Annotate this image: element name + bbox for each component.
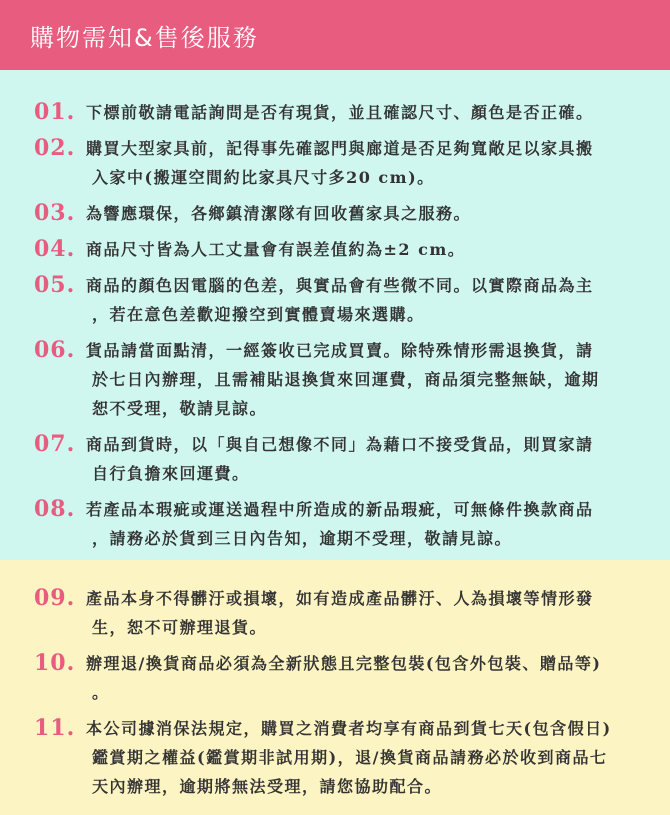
- notice-item: [34, 336, 644, 423]
- notice-text-line: 商品的顏色因電腦的色差，與實品會有些微不同。以實際商品為主: [86, 276, 594, 295]
- notice-text-line: 。: [92, 683, 110, 702]
- notice-text-line: 商品到貨時，以「與自己想像不同」為藉口不接受貨品，則買家請: [86, 435, 594, 454]
- notice-text-line: 貨品請當面點清，一經簽收已完成買賣。除特殊情形需退換貨，請: [86, 341, 594, 360]
- notice-text-line: 入家中(搬運空間約比家具尺寸多20 cm)。: [92, 168, 435, 187]
- notice-text-line: 產品本身不得髒汙或損壞，如有造成產品髒汙、人為損壞等情形發: [86, 589, 594, 608]
- notice-item: [34, 649, 644, 707]
- notice-number: 08.: [34, 496, 76, 522]
- notice-item: [34, 714, 644, 801]
- notice-text: [86, 584, 644, 642]
- notice-text: [86, 430, 644, 488]
- notice-text-line: 下標前敬請電話詢問是否有現貨，並且確認尺寸、顏色是否正確。: [86, 103, 594, 122]
- notice-text-line: ，若在意色差歡迎撥空到實體賣場來選購。: [92, 305, 425, 324]
- notice-text-line: 自行負擔來回運費。: [92, 464, 250, 483]
- notice-section-1: [0, 70, 670, 560]
- notice-item: [34, 430, 644, 488]
- notice-text-line: 於七日內辦理，且需補貼退換貨來回運費，商品須完整無缺，逾期: [92, 370, 600, 389]
- notice-number: 01.: [34, 99, 76, 125]
- notice-number: 11.: [34, 715, 76, 741]
- notice-text-line: 天內辦理，逾期將無法受理，請您協助配合。: [92, 777, 443, 796]
- notice-text: [86, 649, 644, 707]
- notice-number: 02.: [34, 135, 76, 161]
- notice-text-line: ，請務必於貨到三日內告知，逾期不受理，敬請見諒。: [92, 529, 513, 548]
- page-title: 購物需知&售後服務: [30, 24, 259, 52]
- notice-list-2: [34, 584, 644, 808]
- notice-text: [86, 235, 644, 264]
- notice-text-line: 辦理退/換貨商品必須為全新狀態且完整包裝(包含外包裝、贈品等): [86, 654, 602, 673]
- notice-text: [86, 271, 644, 329]
- notice-number: 03.: [34, 200, 76, 226]
- notice-item: [34, 495, 644, 553]
- notice-item: [34, 199, 644, 228]
- notice-item: [34, 98, 644, 127]
- notice-text: [86, 495, 644, 553]
- notice-section-2: [0, 560, 670, 815]
- notice-text-line: 為響應環保，各鄉鎮清潔隊有回收舊家具之服務。: [86, 204, 472, 223]
- notice-item: [34, 271, 644, 329]
- notice-text: [86, 714, 644, 801]
- notice-text: [86, 98, 644, 127]
- notice-text-line: 鑑賞期之權益(鑑賞期非試用期)，退/換貨商品請務必於收到商品七: [92, 748, 608, 767]
- notice-text-line: 恕不受理，敬請見諒。: [92, 399, 268, 418]
- notice-item: [34, 134, 644, 192]
- notice-list-1: [34, 98, 644, 560]
- notice-number: 09.: [34, 585, 76, 611]
- notice-text-line: 購買大型家具前，記得事先確認門與廊道是否足夠寬敞足以家具搬: [86, 139, 594, 158]
- notice-number: 10.: [34, 650, 76, 676]
- page-header: [0, 0, 670, 70]
- notice-text-line: 若產品本瑕疵或運送過程中所造成的新品瑕疵，可無條件換款商品: [86, 500, 594, 519]
- notice-text-line: 商品尺寸皆為人工丈量會有誤差值約為±2 cm。: [86, 240, 466, 259]
- notice-number: 06.: [34, 337, 76, 363]
- notice-text-line: 生，恕不可辦理退貨。: [92, 618, 268, 637]
- notice-text: [86, 134, 644, 192]
- notice-number: 07.: [34, 431, 76, 457]
- notice-item: [34, 235, 644, 264]
- notice-text: [86, 336, 644, 423]
- notice-text: [86, 199, 644, 228]
- notice-number: 04.: [34, 236, 76, 262]
- notice-text-line: 本公司據消保法規定，購買之消費者均享有商品到貨七天(包含假日): [86, 719, 612, 738]
- notice-number: 05.: [34, 272, 76, 298]
- notice-item: [34, 584, 644, 642]
